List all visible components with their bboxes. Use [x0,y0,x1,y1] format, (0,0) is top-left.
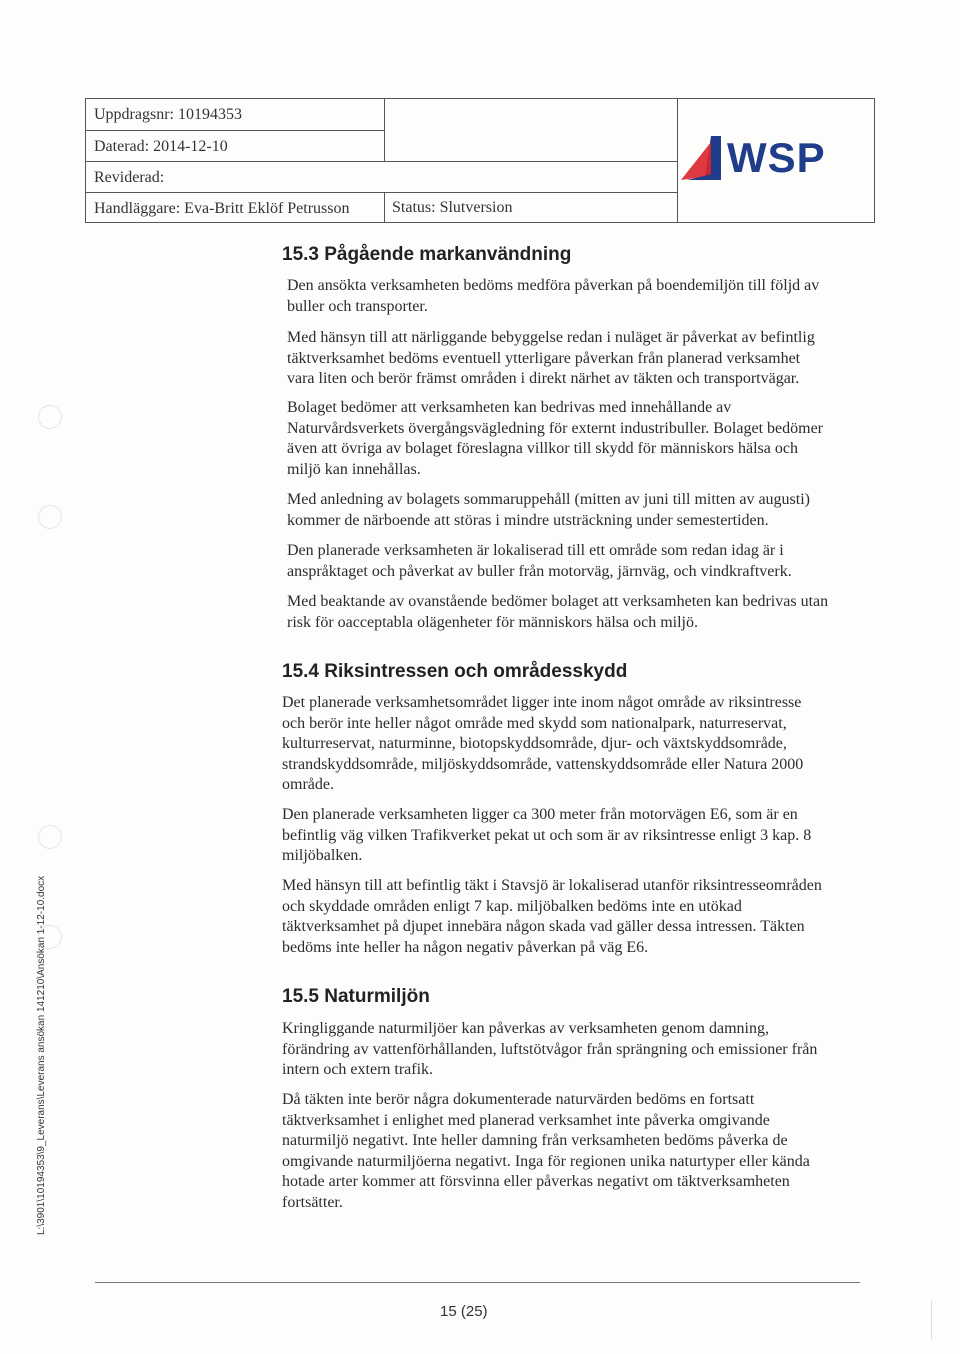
paragraph: Det planerade verksamhetsområdet ligger inte inom något område av riksintresse och berör inte heller något område med skydd som nationalpark, naturreservat, kulturreservat, naturminne, biotopskyddsområde, djur- och växtskyddsområde, strandskyddsområde, miljöskyddsområde, vattenskyddsområde eller Natura 2000 område. [282,694,804,793]
punch-hole-icon [38,825,62,849]
footer-divider [95,1282,860,1283]
divider [384,192,385,223]
paragraph: Bolaget bedömer att verksamheten kan bedrivas med innehållande av Naturvårdsverkets övergångsvägledning för externt industribuller. Bolaget bedömer även att övriga av bolaget föreslagna villkor till skydd för människors hälsa och miljö kan innehållas. [287,399,823,478]
paragraph: Kringliggande naturmiljöer kan påverkas av verksamheten genom damning, förändring av vattenförhållanden, luftstötvågor från sprängning och emissioner från intern och extern trafik. [282,1020,818,1078]
wsp-logo-mark-icon [677,132,725,184]
page-number: 15 (25) [440,1303,488,1320]
section-heading-15-3: 15.3 Pågående markanvändning [282,244,572,265]
paragraph: Då täkten inte berör några dokumenterade naturvärden bedöms en fortsatt täktverksamhet i enlighet med planerad verksamhet inte påverka omgivande naturmiljö negativt. Inte heller damning från verksamheten bedöms påverka de omgivande naturmiljöerna negativt. Inga för regionen unika naturtyper eller kända hotade arter kommer att försvinna eller påverkas negativt om täktverksamheten fortsätter. [282,1091,810,1211]
page-edge [931,1300,932,1340]
section-heading-15-4: 15.4 Riksintressen och områdesskydd [282,661,628,682]
divider [384,99,385,161]
paragraph: Med beaktande av ovanstående bedömer bolaget att verksamheten kan bedrivas utan risk för oacceptabla olägenheter för människors hälsa och miljö. [287,593,829,631]
assignment-number: Uppdragsnr: 10194353 [94,106,242,123]
paragraph: Den planerade verksamheten ligger ca 300 meter från motorvägen E6, som är en befintlig väg vilken Trafikverket pekat ut och som är av riksintresse enligt 3 kap. 8 miljöbalken. [282,806,812,864]
section-heading-15-5: 15.5 Naturmiljön [282,986,430,1007]
paragraph: Med hänsyn till att befintlig täkt i Stavsjö är lokaliserad utanför riksintresseområden och skyddade områden enligt 7 kap. miljöbalken bedöms inte en utökad täktverksamhet på djupet innebära någon skada vad gäller dessa intressen. Täkten bedöms inte heller ha någon negativ påverkan på väg E6. [282,877,822,956]
paragraph: Den planerade verksamheten är lokaliserad till ett område som redan idag är i anspråktaget och påverkat av buller från motorväg, järnväg, och vindkraftverk. [287,542,792,580]
logo-text: WSP [727,134,826,181]
punch-hole-icon [38,505,62,529]
paragraph: Med hänsyn till att närliggande bebyggelse redan i nuläget är påverkat av befintlig täktverksamhet bedöms eventuell ytterligare påverkan från planerad verksamhet vara liten och berör främst områden i direkt närhet av täkten och transportvägar. [287,329,815,387]
paragraph: Den ansökta verksamheten bedöms medföra påverkan på boendemiljön till följd av buller och transporter. [287,277,820,315]
status-field: Status: Slutversion [392,199,513,216]
handler-field: Handläggare: Eva-Britt Eklöf Petrusson [86,192,677,223]
file-path: L:\3901\10194353\9_Leverans\Leverans ansökan 141210\Ansökan 1-12-10.docx [36,875,47,1235]
date-field: Daterad: 2014-12-10 [86,130,384,161]
revised-field: Reviderad: [86,161,677,192]
paragraph: Med anledning av bolagets sommaruppehåll (mitten av juni till mitten av augusti) kommer de närboende att störas i mindre utsträckning under semestertiden. [287,491,810,529]
punch-hole-icon [38,405,62,429]
wsp-logo [677,132,847,184]
